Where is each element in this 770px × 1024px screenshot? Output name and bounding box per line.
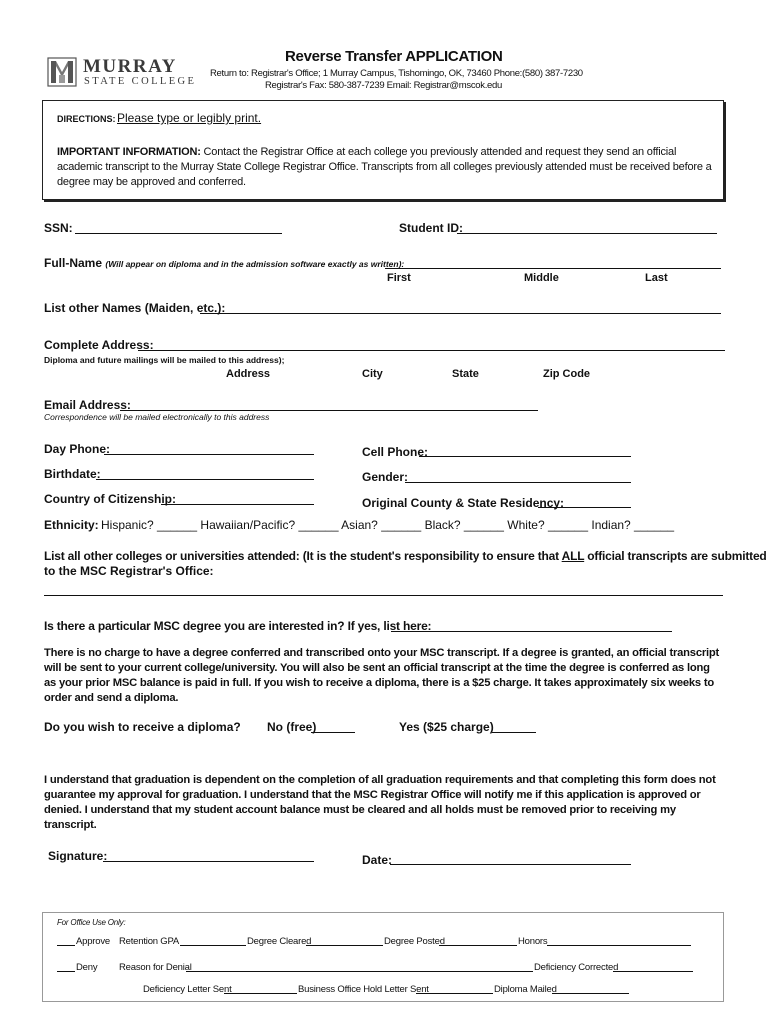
college-logo (47, 55, 197, 89)
email-note: Correspondence will be mailed electronically to this address (44, 412, 270, 422)
deny-field[interactable] (57, 971, 75, 972)
ethnicity-options[interactable]: Hispanic? ______ Hawaiian/Pacific? ______ Asian? ______ Black? ______ White? ______ Indian? ______ (101, 518, 675, 532)
ssn-label: SSN: (44, 221, 73, 235)
colleges-question-b: official transcripts are submitted (584, 549, 767, 563)
logo-subtitle: STATE COLLEGE (84, 76, 197, 87)
state-caption: State (452, 368, 479, 380)
form-title: Reverse Transfer APPLICATION (285, 48, 503, 65)
gender-field[interactable] (405, 482, 631, 483)
business-office-label: Business Office Hold Letter Sent (298, 984, 429, 995)
approve-label: Approve (76, 936, 110, 947)
diploma-no-label: No (free) (267, 720, 317, 734)
approve-field[interactable] (57, 945, 75, 946)
degree-cleared-label: Degree Cleared (247, 936, 312, 947)
directions-label: DIRECTIONS: (57, 114, 116, 124)
transcript-notice: There is no charge to have a degree conferred and transcribed onto your MSC transcript. If a degree is granted, an official transcript will be sent to your current college/university. You will also be sent an official transcript at the time the degree is conferred as long as your prior MSC balance is paid in full. If you wish to receive a diploma, there is a $25 charge. It takes approximately six weeks to order and send a diploma. (44, 647, 720, 704)
other-names-label: List other Names (Maiden, etc.): (44, 301, 226, 315)
diploma-mailed-label: Diploma Mailed (494, 984, 557, 995)
important-information (57, 145, 712, 190)
colleges-question (44, 549, 767, 563)
msc-shield-icon (47, 57, 77, 87)
degree-cleared-field[interactable] (306, 945, 383, 946)
full-name-text: Full-Name (44, 256, 103, 270)
deficiency-letter-field[interactable] (224, 993, 297, 994)
diploma-mailed-field[interactable] (552, 993, 629, 994)
fax-email-line: Registrar's Fax: 580-387-7239 Email: Registrar@mscok.edu (265, 80, 503, 91)
gender-label: Gender: (362, 470, 409, 484)
other-names-field[interactable] (200, 313, 721, 314)
degree-posted-label: Degree Posted (384, 936, 445, 947)
birthdate-label: Birthdate: (44, 467, 101, 481)
retention-gpa-field[interactable] (180, 945, 246, 946)
degree-posted-field[interactable] (439, 945, 517, 946)
cell-phone-label: Cell Phone: (362, 445, 429, 459)
degree-field[interactable] (391, 631, 672, 632)
colleges-question-a: List all other colleges or universities attended: (It is the student's responsibility to ensure that (44, 549, 562, 563)
diploma-yes-field[interactable] (492, 732, 536, 733)
address-note: Diploma and future mailings will be mailed to this address); (44, 355, 285, 365)
signature-field[interactable] (103, 861, 314, 862)
important-label: IMPORTANT INFORMATION: (57, 146, 201, 158)
citizenship-label: Country of Citizenship: (44, 492, 176, 506)
logo-wordmark: MURRAY (83, 56, 177, 77)
residency-label: Original County & State Residency: (362, 496, 565, 510)
signature-label: Signature: (48, 849, 108, 863)
day-phone-field[interactable] (104, 454, 314, 455)
directions-text: Please type or legibly print. (117, 111, 262, 125)
email-field[interactable] (120, 410, 538, 411)
important-text: Contact the Registrar Office at each college you previously attended and request they send an official academic transcript to the Murray State College Registrar Office. Transcripts from all colleges previously attended must be received before a degree may be approved and conferred. (57, 146, 712, 188)
residency-field[interactable] (538, 507, 631, 508)
ssn-field[interactable] (75, 233, 282, 234)
last-name-caption: Last (645, 272, 668, 284)
address-label: Complete Address: (44, 338, 154, 352)
degree-question: Is there a particular MSC degree you are interested in? If yes, list here: (44, 619, 432, 633)
office-use-box (42, 912, 724, 1002)
business-office-field[interactable] (416, 993, 493, 994)
colleges-all: ALL (561, 549, 585, 563)
diploma-no-field[interactable] (311, 732, 355, 733)
zip-caption: Zip Code (543, 368, 591, 380)
middle-name-caption: Middle (524, 272, 559, 284)
deficiency-letter-label: Deficiency Letter Sent (143, 984, 232, 995)
full-name-field[interactable] (385, 268, 721, 269)
birthdate-field[interactable] (96, 479, 314, 480)
date-field[interactable] (390, 864, 631, 865)
agreement-text: I understand that graduation is dependent on the completion of all graduation requirements and that completing this form does not guarantee my approval for graduation. I understand that the MSC Registrar Office will notify me if this application is approved or denied. I understand that my student account balance must be cleared and all holds must be removed prior to receiving my transcript. (44, 774, 716, 831)
date-label: Date: (362, 853, 393, 867)
citizenship-field[interactable] (161, 504, 314, 505)
full-name-note: (Will appear on diploma and in the admission software exactly as written): (105, 259, 405, 269)
colleges-field[interactable] (44, 595, 723, 596)
cell-phone-field[interactable] (419, 456, 631, 457)
directions-box (42, 100, 724, 200)
address-caption: Address (226, 368, 271, 380)
reason-denial-field[interactable] (186, 971, 533, 972)
city-caption: City (362, 368, 383, 380)
honors-label: Honors (518, 936, 548, 947)
student-id-label: Student ID: (399, 221, 463, 235)
deficiency-corrected-field[interactable] (613, 971, 693, 972)
address-field[interactable] (138, 350, 725, 351)
diploma-yes-label: Yes ($25 charge) (399, 720, 494, 734)
full-name-label (44, 256, 404, 270)
return-address: Return to: Registrar's Office; 1 Murray Campus, Tishomingo, OK, 73460 Phone:(580) 387-7230 (210, 68, 583, 79)
day-phone-label: Day Phone: (44, 442, 111, 456)
honors-field[interactable] (547, 945, 691, 946)
deficiency-corrected-label: Deficiency Corrected (534, 962, 619, 973)
first-name-caption: First (387, 272, 411, 284)
email-label: Email Address: (44, 398, 131, 412)
colleges-question-c: to the MSC Registrar's Office: (44, 564, 214, 578)
office-use-heading: For Office Use Only: (57, 918, 126, 927)
retention-gpa-label: Retention GPA (119, 936, 180, 947)
student-id-field[interactable] (457, 233, 717, 234)
diploma-question: Do you wish to receive a diploma? (44, 720, 241, 734)
reason-denial-label: Reason for Denial (119, 962, 192, 973)
deny-label: Deny (76, 962, 98, 973)
ethnicity-label: Ethnicity: (44, 518, 99, 532)
